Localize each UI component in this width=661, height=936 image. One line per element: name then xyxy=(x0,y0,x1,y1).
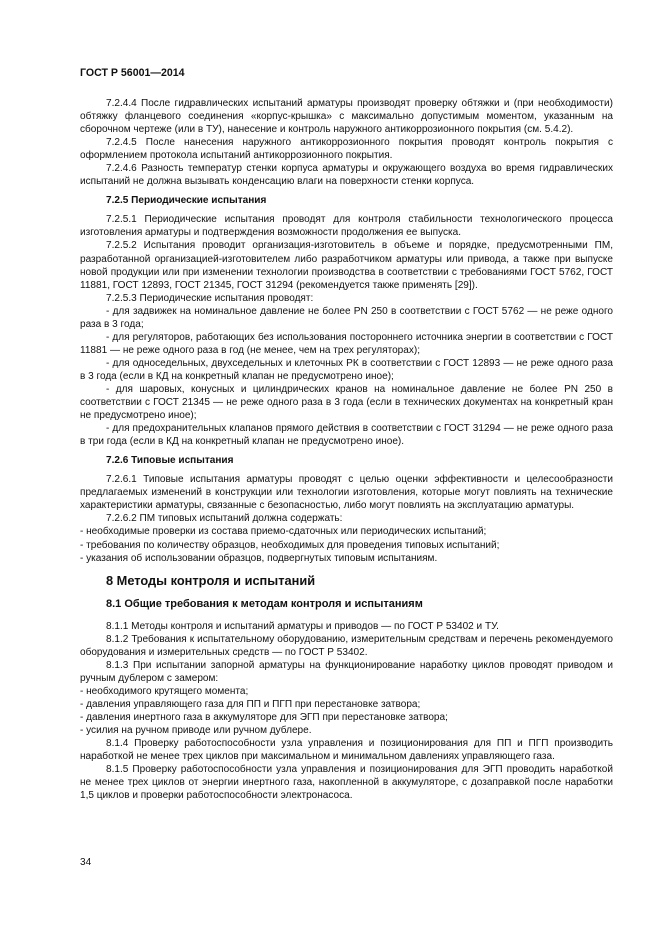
heading-7-2-6: 7.2.6 Типовые испытания xyxy=(106,455,234,467)
document-body xyxy=(80,97,613,802)
clause-7-2-4-6: 7.2.4.6 Разность температур стенки корпуса арматуры и окружающего воздуха во время гидравлических испытаний не должна вызывать конденсацию влаги на поверхности стенки корпуса. xyxy=(80,163,613,188)
section-8-title: 8 Методы контроля и испытаний xyxy=(106,572,316,588)
list-item: - для односедельных, двухседельных и клеточных РК в соответствии с ГОСТ 12893 — не реже одного раза в 3 года (если в КД на конкретный клапан не предусмотрено иное); xyxy=(80,357,613,382)
clause-8-1-5: 8.1.5 Проверку работоспособности узла управления и позиционирования для ЭГП проводить наработкой не менее трех циклов от энергии инертного газа, накопленной в аккумуляторе, с дозаправкой после наработки 1,5 циклов и проверки работоспособности электронасоса. xyxy=(80,764,613,802)
clause-8-1-3: 8.1.3 При испытании запорной арматуры на функционирование наработку циклов проводят приводом и ручным дублером с замером: xyxy=(80,659,613,684)
heading-8-1: 8.1 Общие требования к методам контроля и испытаниям xyxy=(106,597,423,610)
clause-8-1-1: 8.1.1 Методы контроля и испытаний арматуры и приводов — по ГОСТ Р 53402 и ТУ. xyxy=(106,620,499,632)
list-item: - для регуляторов, работающих без использования постороннего источника энергии в соответствии с ГОСТ 11881 — не реже одного раза в год (не менее, чем на трех регуляторах); xyxy=(80,331,613,356)
clause-7-2-5-1: 7.2.5.1 Периодические испытания проводят для контроля стабильности технологического процесса изготовления арматуры и подтверждения возможности продолжения ее выпуска. xyxy=(80,214,613,239)
list-item: - давления инертного газа в аккумуляторе для ЭГП при перестановке затвора; xyxy=(80,711,448,723)
list-item: - необходимого крутящего момента; xyxy=(80,685,249,697)
list-item: - для задвижек на номинальное давление не более PN 250 в соответствии с ГОСТ 5762 — не реже одного раза в 3 года; xyxy=(80,305,613,330)
clause-7-2-6-2: 7.2.6.2 ПМ типовых испытаний должна содержать: xyxy=(106,513,343,525)
list-item: - для предохранительных клапанов прямого действия в соответствии с ГОСТ 31294 — не реже одного раза в три года (если в КД на конкретный клапан не предусмотрено иное). xyxy=(80,423,613,448)
clause-7-2-4-4: 7.2.4.4 После гидравлических испытаний арматуры производят проверку обтяжки и (при необходимости) обтяжку фланцевого соединения «корпус-крышка» с максимально допустимым моментом, указанным на сборочном чертеже (или в ТУ), нанесение и контроль наружного антикоррозионного покрытия (см. 5.4.2). xyxy=(80,98,613,136)
clause-8-1-4: 8.1.4 Проверку работоспособности узла управления и позиционирования для ПП и ПГП производить наработкой не менее трех циклов при максимальном и минимальном давлениях управляющего газа. xyxy=(80,738,613,763)
list-item: - указания об использовании образцов, подвергнутых типовым испытаниям. xyxy=(80,552,438,564)
list-item: - необходимые проверки из состава приемо-сдаточных или периодических испытаний; xyxy=(80,526,487,538)
list-item: - для шаровых, конусных и цилиндрических кранов на номинальное давление не более PN 250 в соответствии с ГОСТ 21345 — не реже одного раза в 3 года (если в технических документах на конкретный кран не предусмотрено иное); xyxy=(80,383,613,422)
heading-7-2-5: 7.2.5 Периодические испытания xyxy=(106,195,267,207)
clause-7-2-5-2: 7.2.5.2 Испытания проводит организация-изготовитель в объеме и порядке, предусмотренными ПМ, разработанной организацией-изготовителем либо разработчиком арматуры или привода, а также при выпуске новой продукции или при изменении технологии производства в соответствии с требованиями ГОСТ 5762, ГОСТ 11881, ГОСТ 12893, ГОСТ 21345, ГОСТ 31294 (рекомендуется также применять [29]). xyxy=(80,240,613,291)
list-item: - усилия на ручном приводе или ручном дублере. xyxy=(80,724,312,736)
clause-7-2-6-1: 7.2.6.1 Типовые испытания арматуры проводят с целью оценки эффективности и целесообразности предлагаемых изменений в конструкции или технологии изготовления, которые могут повлиять на технические характеристики арматуры, связанные с безопасностью, либо могут повлиять на эксплуатацию арматуры. xyxy=(80,474,613,512)
page-number: 34 xyxy=(80,857,92,868)
clause-8-1-2: 8.1.2 Требования к испытательному оборудованию, измерительным средствам и перечень рекомендуемого оборудования и измерительных средств — по ГОСТ Р 53402. xyxy=(80,633,613,658)
document-header: ГОСТ Р 56001—2014 xyxy=(80,67,185,79)
list-item: - требования по количеству образцов, необходимых для проведения типовых испытаний; xyxy=(80,539,500,551)
clause-7-2-4-5: 7.2.4.5 После нанесения наружного антикоррозионного покрытия проводят контроль покрытия с оформлением протокола испытаний антикоррозионного покрытия. xyxy=(80,137,613,162)
clause-7-2-5-3: 7.2.5.3 Периодические испытания проводят: xyxy=(106,292,314,304)
list-item: - давления управляющего газа для ПП и ПГП при перестановке затвора; xyxy=(80,698,421,710)
